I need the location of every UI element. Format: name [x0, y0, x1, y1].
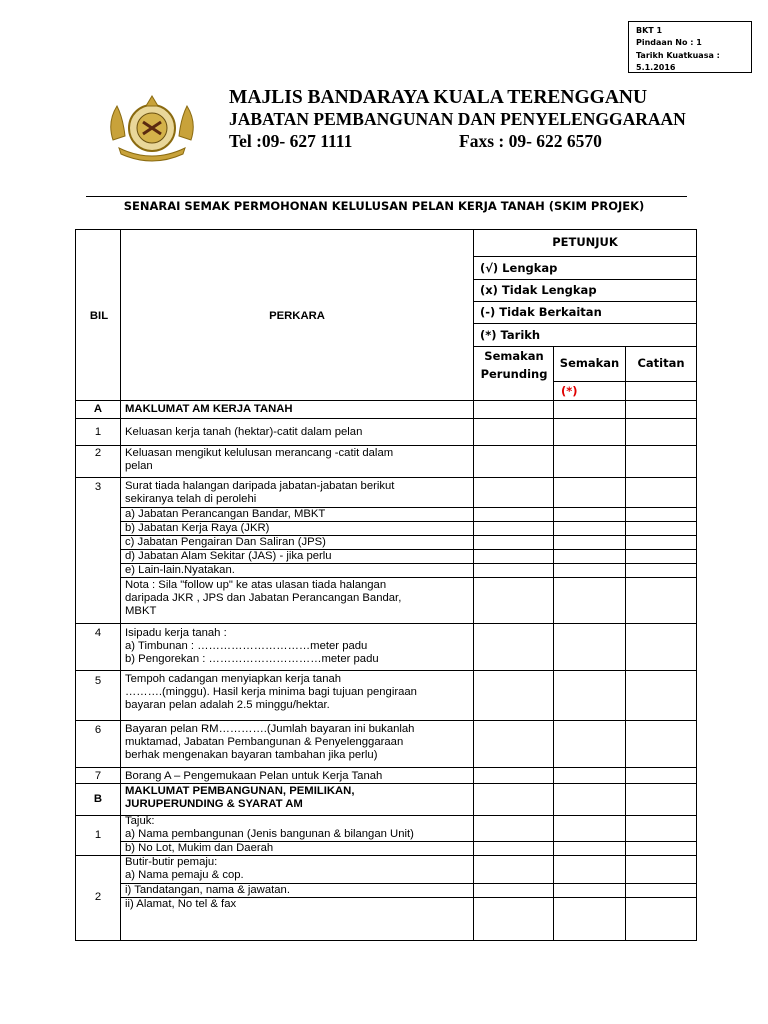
council-name: MAJLIS BANDARAYA KUALA TERENGGANU	[229, 87, 648, 108]
row-a1-text: Keluasan kerja tanah (hektar)-catit dalam pelan	[125, 426, 363, 438]
row-a7-text: Borang A – Pengemukaan Pelan untuk Kerja Tanah	[125, 770, 383, 782]
row-a2-text	[125, 447, 393, 473]
row-a4-bil: 4	[94, 627, 102, 639]
doc-effective-date: Tarikh Kuatkuasa : 5.1.2016	[636, 50, 720, 73]
row-a6-bil: 6	[94, 724, 102, 736]
row-a3-note-line: MBKT	[125, 605, 157, 617]
row-b1-bil: 1	[94, 829, 102, 841]
row-b2-intro-line: a) Nama pemaju & cop.	[125, 869, 244, 881]
row-a1-bil: 1	[94, 426, 102, 438]
form-title: SENARAI SEMAK PERMOHONAN KELULUSAN PELAN KERJA TANAH (SKIM PROJEK)	[123, 199, 645, 213]
col-bil-header	[80, 310, 118, 323]
row-a3-intro-line: Surat tiada halangan daripada jabatan-jabatan berikut	[125, 480, 395, 492]
section-a-bil: A	[93, 403, 103, 415]
row-a3-item-b: b) Jabatan Kerja Raya (JKR)	[125, 522, 270, 534]
row-a4-line: b) Pengorekan : …………………………meter padu	[125, 653, 379, 665]
row-a5-line: ……….(minggu). Hasil kerja minima bagi tujuan pengiraan	[125, 686, 417, 698]
row-a4-line: Isipadu kerja tanah :	[125, 627, 227, 639]
telephone: Tel :09- 627 1111	[229, 131, 353, 151]
row-a3-item-c: c) Jabatan Pengairan Dan Saliran (JPS)	[125, 536, 326, 548]
row-b2-intro-line: Butir-butir pemaju:	[125, 856, 218, 868]
col-semakan-perunding-line2: Perunding	[480, 367, 548, 381]
section-b-title	[125, 785, 354, 811]
row-a5-text	[125, 673, 417, 712]
row-a3-note-line: daripada JKR , JPS dan Jabatan Perancangan Bandar,	[125, 592, 402, 604]
row-b1-intro-line: Tajuk:	[125, 815, 155, 827]
legend-not-relevant: (-) Tidak Berkaitan	[480, 305, 602, 319]
col-catitan-header: Catitan	[637, 356, 685, 370]
legend-complete: (√) Lengkap	[480, 261, 558, 275]
col-perkara-header	[122, 310, 472, 323]
col-perkara-label: PERKARA	[269, 310, 325, 322]
date-marker: (*)	[561, 384, 578, 398]
col-bil-label: BIL	[89, 310, 109, 322]
row-a3-intro-line: sekiranya telah di perolehi	[125, 493, 257, 505]
row-a3-note	[125, 579, 401, 618]
doc-code: BKT 1	[636, 26, 663, 35]
row-a6-line: berhak mengenakan bayaran tambahan jika perlu)	[125, 749, 378, 761]
row-a3-intro	[125, 480, 394, 506]
row-b1-intro-line: a) Nama pembangunan (Jenis bangunan & bilangan Unit)	[125, 828, 414, 840]
section-b-title-line: MAKLUMAT PEMBANGUNAN, PEMILIKAN,	[125, 785, 355, 797]
row-a3-bil: 3	[94, 481, 102, 493]
row-a6-line: muktamad, Jabatan Pembangunan & Penyelenggaraan	[125, 736, 404, 748]
legend-date: (*) Tarikh	[480, 328, 541, 342]
doc-amendment: Pindaan No : 1	[636, 38, 702, 48]
row-a5-line: Tempoh cadangan menyiapkan kerja tanah	[125, 673, 342, 685]
col-semakan-header: Semakan	[559, 356, 620, 370]
legend-incomplete: (x) Tidak Lengkap	[480, 283, 597, 297]
row-a3-item-d: d) Jabatan Alam Sekitar (JAS) - jika perlu	[125, 550, 332, 562]
col-petunjuk-header: PETUNJUK	[552, 235, 618, 249]
row-a3-item-a: a) Jabatan Perancangan Bandar, MBKT	[125, 508, 326, 520]
row-b2-item-i: i) Tandatangan, nama & jawatan.	[125, 884, 290, 896]
department-name: JABATAN PEMBANGUNAN DAN PENYELENGGARAAN	[229, 109, 686, 129]
row-a3-item-e: e) Lain-lain.Nyatakan.	[125, 564, 235, 576]
section-b-title-line: JURUPERUNDING & SYARAT AM	[125, 798, 303, 810]
section-b-bil: B	[93, 793, 103, 805]
row-a7-bil: 7	[94, 770, 102, 782]
row-b1-intro	[125, 815, 414, 841]
row-a4-line: a) Timbunan : …………………………meter padu	[125, 640, 368, 652]
row-b2-intro	[125, 856, 244, 882]
section-a-title: MAKLUMAT AM KERJA TANAH	[125, 403, 293, 415]
row-a2-line: Keluasan mengikut kelulusan merancang -catit dalam	[125, 447, 394, 459]
row-b2-item-ii: ii) Alamat, No tel & fax	[125, 898, 237, 910]
row-a2-bil: 2	[94, 447, 102, 459]
row-a5-line: bayaran pelan adalah 2.5 minggu/hektar.	[125, 699, 330, 711]
row-a3-note-line: Nota : Sila "follow up" ke atas ulasan tiada halangan	[125, 579, 387, 591]
row-a6-text	[125, 723, 414, 762]
row-b1-item-b: b) No Lot, Mukim dan Daerah	[125, 842, 274, 854]
fax: Faxs : 09- 622 6570	[459, 131, 602, 151]
col-semakan-perunding-header	[474, 347, 554, 383]
row-a4-text	[125, 627, 379, 666]
col-semakan-perunding-line1: Semakan	[484, 349, 544, 363]
row-b2-bil: 2	[94, 891, 102, 903]
row-a6-line: Bayaran pelan RM………….(Jumlah bayaran ini bukanlah	[125, 723, 415, 735]
row-a5-bil: 5	[94, 675, 102, 687]
row-a2-line: pelan	[125, 460, 153, 472]
